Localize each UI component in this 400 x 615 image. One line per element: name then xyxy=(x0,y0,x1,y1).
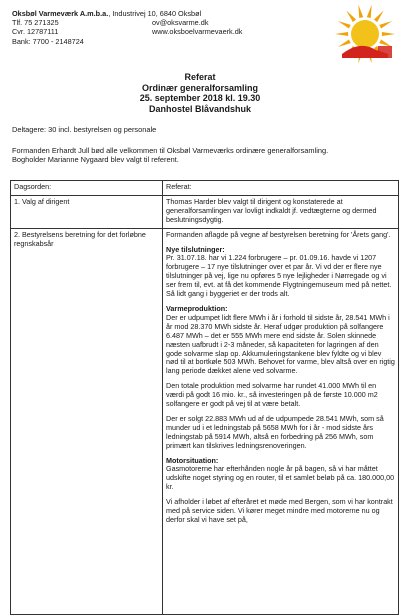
company-address: , Industrivej 10, 6840 Oksbøl xyxy=(108,9,202,18)
paragraph-service-meeting: Vi afholder i løbet af efteråret et møde med Bergen, som vi har kontrakt med på service siden. Vi kører meget mindre med motorerne nu og derfor skal vi have set på, xyxy=(166,497,393,524)
email[interactable]: ov@oksvarme.dk xyxy=(152,18,209,28)
table-row xyxy=(11,228,399,614)
sun-ray xyxy=(335,32,348,36)
document-title xyxy=(0,72,400,114)
title-line-date: 25. september 2018 kl. 19.30 xyxy=(139,93,261,103)
attendance-line: Deltagere: 30 incl. bestyrelsen og personale xyxy=(12,125,157,134)
sun-ray xyxy=(338,21,351,29)
building-shape xyxy=(378,46,392,58)
sun-logo-icon xyxy=(330,2,400,72)
sun-ray xyxy=(379,21,392,29)
paragraph-heat-production: Der er udpumpet lidt flere MWh i år i forhold til sidste år, 28.541 MWh i år mod 28.370 MWh sidste år. Heraf udgør produktion på solfangere 6.487 MWh – det er 555 MWh mere end sidste år. Solen skinnede næsten uafbrudt i 2-3 måneder, så kapaciteten for lagringen af den gode solvarme slap op. Akkumuleringstankene blev fyldte og vi blev nød til at bortkøle 503 MWh. Behovet for varme, blev altså over en rigtig lang periode dækket alene ved solvarme. xyxy=(166,312,395,376)
paragraph-engines: Gasmotorerne har efterhånden nogle år på bagen, så vi har måttet udskifte noget styring og en router, til et samlet beløb på ca. 180.000,00 kr. xyxy=(166,464,395,492)
agenda-item-2: 2. Bestyrelsens beretning for det forløbne regnskabsår xyxy=(11,228,163,614)
sun-disc xyxy=(351,20,379,48)
minutes-item-2 xyxy=(163,228,399,614)
sun-ray xyxy=(374,11,384,23)
title-line-venue: Danhostel Blåvandshuk xyxy=(148,103,252,114)
website[interactable]: www.oksboelvarmevaerk.dk xyxy=(152,27,243,37)
sun-ray xyxy=(367,5,372,18)
header-minutes: Referat: xyxy=(163,181,399,196)
bank-account: Bank: 7700 - 2148724 xyxy=(12,36,84,46)
paragraph-heat-sold: Der er solgt 22.883 MWh ud af de udpumpede 28.541 MWh, som så munder ud i et ledningstab på 5658 MWh for i år - mod sidste års ledningstab på 5914 MWh, altså en forbedring på 256 MWh, som primært kan tilskrives ledningsrenoveringen. xyxy=(166,413,384,450)
heading-heat-production: Varmeproduktion: xyxy=(166,303,228,313)
table-row xyxy=(11,195,399,228)
intro-text xyxy=(12,146,392,164)
company-name: Oksbøl Varmeværk A.m.b.a. xyxy=(12,9,109,18)
header-agenda: Dagsorden: xyxy=(11,181,163,196)
phone: Tlf. 75 271325 xyxy=(12,18,59,28)
intro-line-1: Formanden Erhardt Jull bød alle velkommen til Oksbøl Varmeværks ordinære generalforsamling. xyxy=(12,146,329,155)
heading-engine-situation: Motorsituation: xyxy=(166,455,219,465)
heading-new-connections: Nye tilslutninger: xyxy=(166,244,225,254)
agenda-item-1: 1. Valg af dirigent xyxy=(11,195,163,228)
title-line-referat: Referat xyxy=(184,72,216,82)
sun-ray xyxy=(358,5,363,18)
sun-ray xyxy=(338,39,351,47)
title-line-meeting: Ordinær generalforsamling xyxy=(141,82,259,93)
paragraph-solar-total: Den totale produktion med solvarme har rundet 41.000 MWh til en værdi på godt 16 mio. kr., så investeringen på de første 10.000 m2 solfangere er godt på vej til at være betalt. xyxy=(166,381,378,409)
sun-ray xyxy=(346,11,356,23)
report-intro: Formanden aflagde på vegne af bestyrelsen beretning for 'Årets gang'. xyxy=(166,229,391,239)
intro-line-2: Bogholder Marianne Nygaard blev valgt til referent. xyxy=(12,155,179,165)
minutes-item-1: Thomas Harder blev valgt til dirigent og konstaterede at generalforsamlingen var lovligt indkaldt jf. vedtægterne og dermed beslutningsdygtig. xyxy=(163,195,399,228)
agenda-table xyxy=(10,180,399,615)
table-header-row xyxy=(11,181,399,196)
sun-ray xyxy=(382,32,395,36)
cvr-number: Cvr. 12787111 xyxy=(12,27,59,37)
paragraph-new-connections: Pr. 31.07.18. har vi 1.224 forbrugere – pr. 01.09.16. havde vi 1207 forbrugere – 17 nye tilslutninger over et par år. Vi vd der er flere nye tilslutninger på vej, lige nu opføres 5 nye lejligheder i Nørregade og vi ser frem til, evt. at få det kommende Flygtningemuseum med på nettet. Så lidt gang i byggeriet er der trods alt. xyxy=(166,253,392,299)
letterhead xyxy=(12,9,242,46)
sun-ray xyxy=(379,39,392,47)
